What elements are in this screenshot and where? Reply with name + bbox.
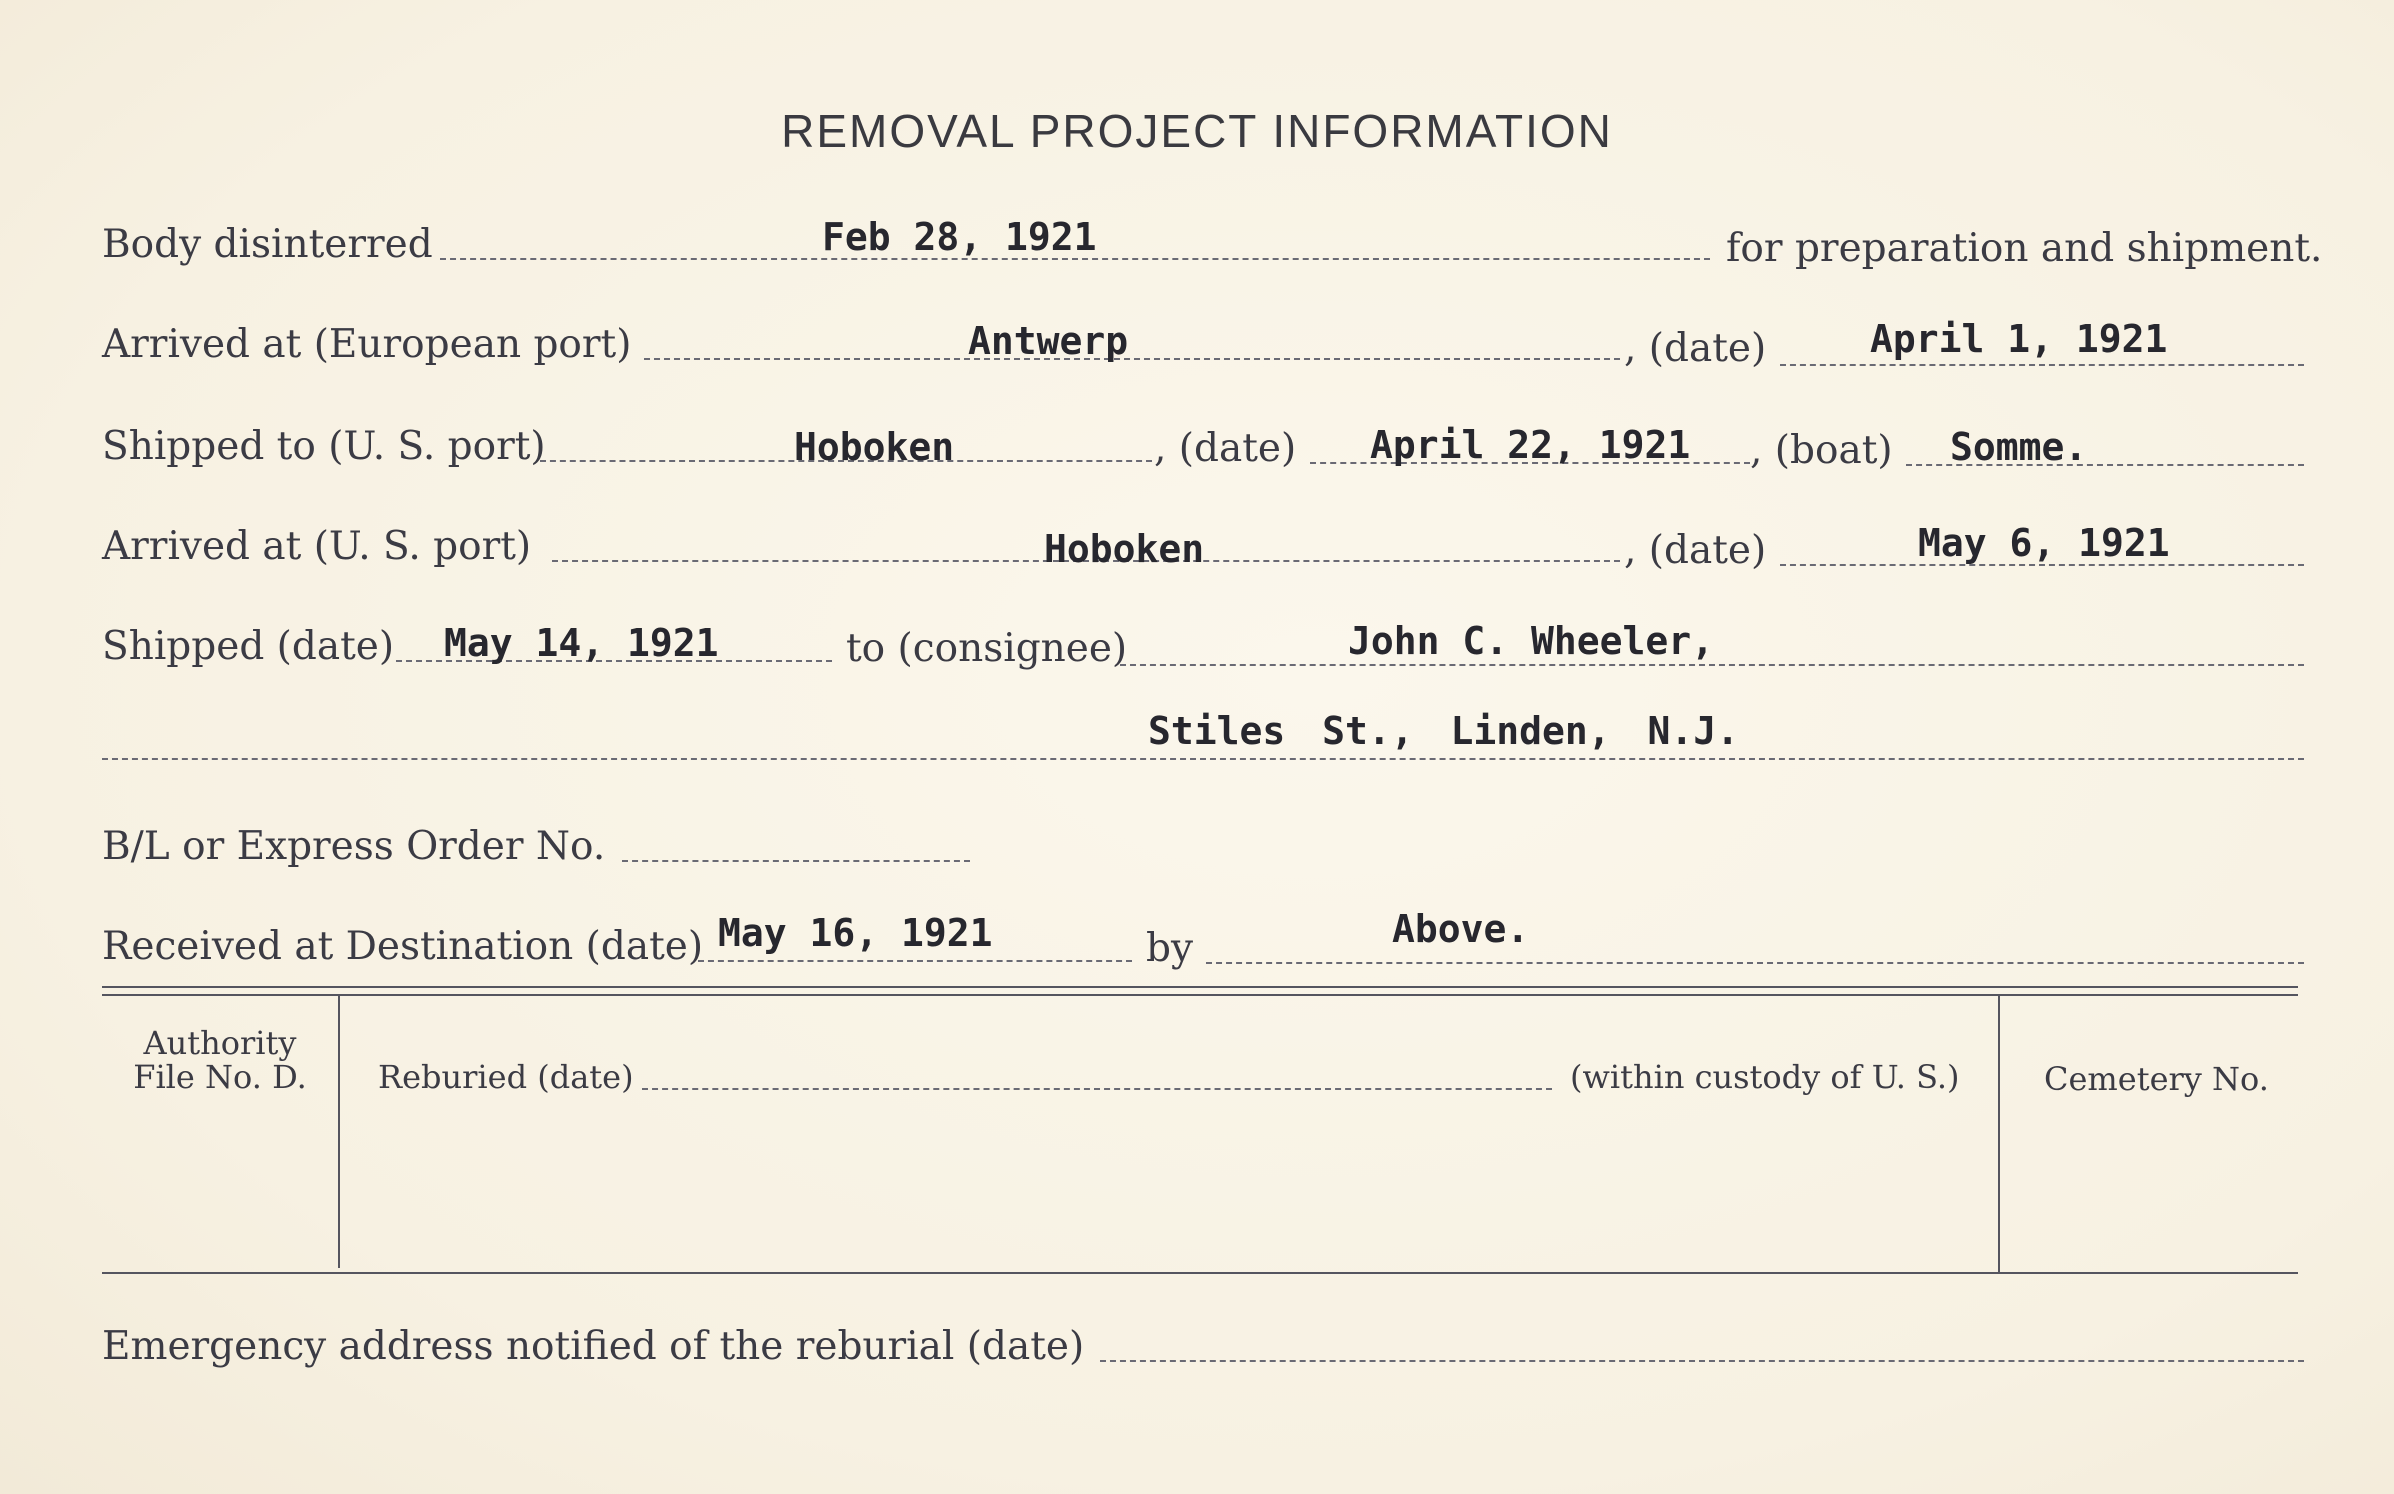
consignee-line bbox=[1120, 664, 2304, 666]
authority-label-1: Authority bbox=[143, 1024, 297, 1062]
consignee-value: John C. Wheeler, bbox=[1348, 619, 1715, 663]
arrived-europe-value: Antwerp bbox=[968, 319, 1129, 363]
received-date: May 16, 1921 bbox=[718, 911, 993, 955]
shipped-us-boat-label: , (boat) bbox=[1750, 428, 1893, 473]
shipped-date-label: Shipped (date) bbox=[102, 624, 395, 669]
custody-label: (within custody of U. S.) bbox=[1570, 1058, 1960, 1096]
shipped-us-value: Hoboken bbox=[794, 425, 955, 469]
bl-line bbox=[622, 860, 970, 862]
box-divider-right bbox=[1998, 996, 2000, 1274]
arrived-europe-date-label: , (date) bbox=[1624, 326, 1767, 371]
consignee-address: Stiles St., Linden, N.J. bbox=[1148, 709, 1740, 753]
authority-label-2: File No. D. bbox=[133, 1058, 307, 1096]
arrived-us-date-label: , (date) bbox=[1624, 528, 1767, 573]
address-line bbox=[102, 758, 2304, 760]
arrived-us-label: Arrived at (U. S. port) bbox=[102, 524, 532, 569]
disinterred-suffix: for preparation and shipment. bbox=[1726, 226, 2323, 271]
reburied-line bbox=[642, 1088, 1552, 1090]
cemetery-label: Cemetery No. bbox=[2044, 1060, 2269, 1098]
received-by-line bbox=[1206, 962, 2304, 964]
box-top-rule-2 bbox=[102, 994, 2298, 996]
arrived-europe-date: April 1, 1921 bbox=[1870, 317, 2168, 361]
shipped-us-label: Shipped to (U. S. port) bbox=[102, 424, 546, 469]
received-label: Received at Destination (date) bbox=[102, 924, 704, 969]
arrived-us-value: Hoboken bbox=[1044, 527, 1205, 571]
shipped-date: May 14, 1921 bbox=[444, 621, 719, 665]
received-date-line bbox=[698, 960, 1132, 962]
received-by-label: by bbox=[1146, 926, 1193, 971]
box-bottom-rule bbox=[102, 1272, 2298, 1274]
box-top-rule bbox=[102, 986, 2298, 988]
arrived-europe-date-line bbox=[1780, 364, 2304, 366]
arrived-europe-line bbox=[644, 358, 1620, 360]
disinterred-value: Feb 28, 1921 bbox=[822, 215, 1097, 259]
shipped-us-date: April 22, 1921 bbox=[1370, 423, 1691, 467]
consignee-label: to (consignee) bbox=[846, 626, 1128, 671]
arrived-us-date: May 6, 1921 bbox=[1918, 521, 2170, 565]
box-divider-left bbox=[338, 996, 340, 1268]
bl-label: B/L or Express Order No. bbox=[102, 824, 606, 869]
shipped-us-boat: Somme. bbox=[1950, 425, 2088, 469]
emergency-line bbox=[1100, 1360, 2304, 1362]
arrived-europe-label: Arrived at (European port) bbox=[102, 322, 632, 367]
disinterred-label: Body disinterred bbox=[102, 222, 433, 267]
shipped-us-date-label: , (date) bbox=[1154, 426, 1297, 471]
received-by: Above. bbox=[1392, 907, 1530, 951]
reburied-label: Reburied (date) bbox=[378, 1058, 634, 1096]
page-title: REMOVAL PROJECT INFORMATION bbox=[781, 105, 1613, 157]
emergency-label: Emergency address notified of the reburial (date) bbox=[102, 1324, 1085, 1369]
